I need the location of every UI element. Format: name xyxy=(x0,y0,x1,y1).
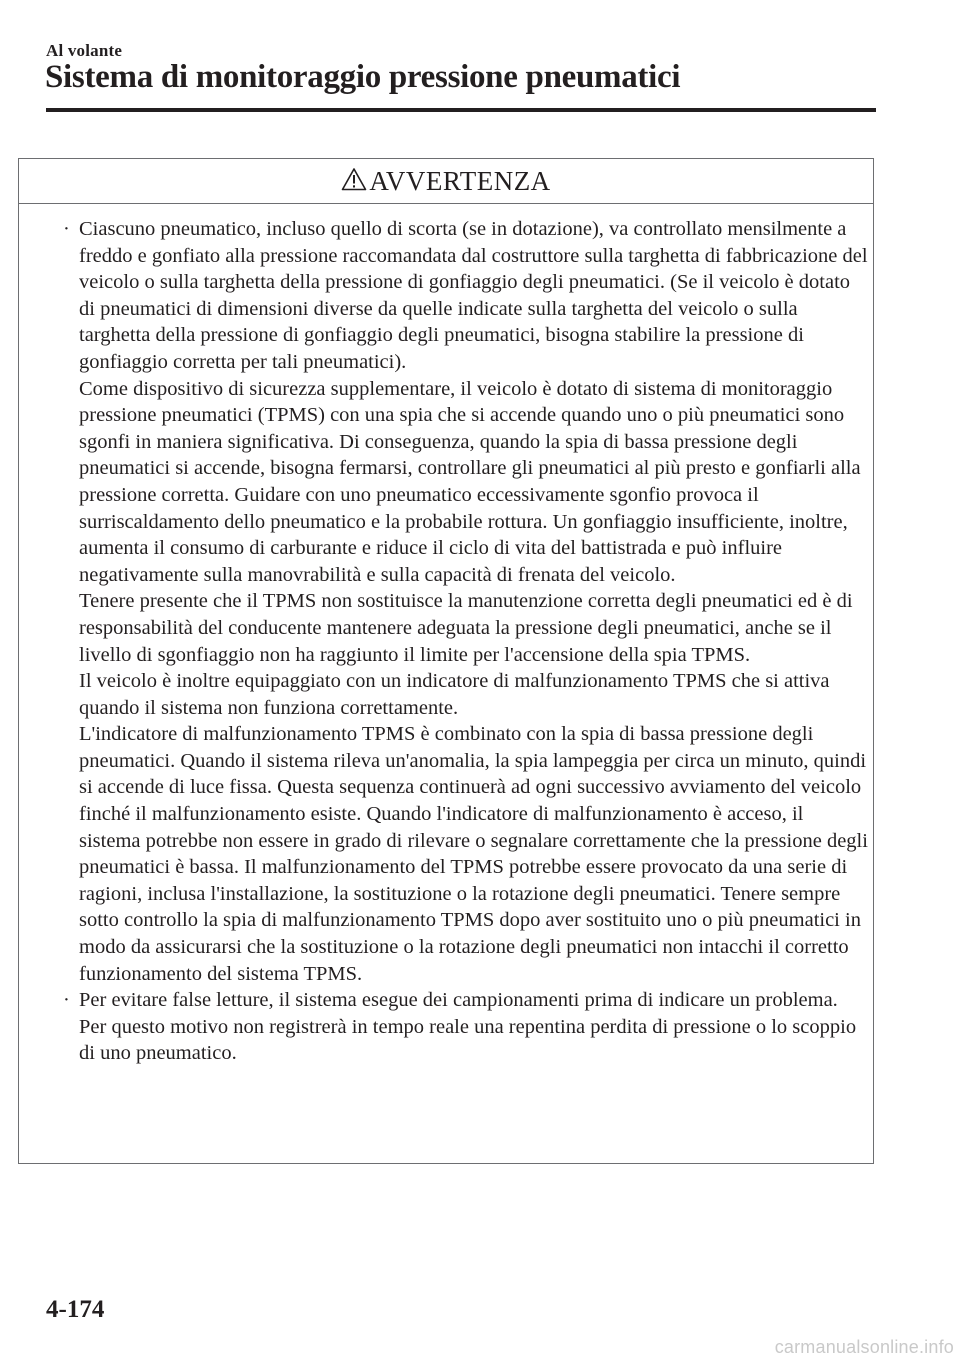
warning-item xyxy=(63,987,869,1067)
page-number: 4-174 xyxy=(46,1296,105,1323)
warning-item xyxy=(63,216,869,987)
warning-title: AVVERTENZA xyxy=(369,165,551,196)
warning-triangle-icon xyxy=(341,167,367,191)
warning-box xyxy=(18,158,874,1164)
title-divider xyxy=(46,108,876,112)
warning-list xyxy=(63,216,869,1067)
bullet: · xyxy=(63,989,70,1012)
warning-item-text: Ciascuno pneumatico, incluso quello di scorta (se in dotazione), va controllato mensilmente a freddo e gonfiato alla pressione raccomandata dal costruttore sulla targhetta di fabbricazione del veicolo o sulla targhetta della pressione di gonfiaggio degli pneumatici. (Se il veicolo è dotato di pneumatici di dimensioni diverse da quelle indicate sulla targhetta del veicolo o sulla targhetta della pressione di gonfiaggio degli pneumatici, bisogna stabilire la pressione di gonfiaggio corretta per tali pneumatici). Come dispositivo di sicurezza supplementare, il veicolo è dotato di sistema di monitoraggio pressione pneumatici (TPMS) con una spia che si accende quando uno o più pneumatici sono sgonfi in maniera significativa. Di conseguenza, quando la spia di bassa pressione degli pneumatici si accende, bisogna fermarsi, controllare gli pneumatici al più presto e gonfiarli alla pressione corretta. Guidare con uno pneumatico eccessivamente sgonfio provoca il surriscaldamento dello pneumatico e la probabile rottura. Un gonfiaggio insufficiente, inoltre, aumenta il consumo di carburante e riduce il ciclo di vita del battistrada e può influire negativamente sulla manovrabilità e sulla capacità di frenata del veicolo. Tenere presente che il TPMS non sostituisce la manutenzione corretta degli pneumatici ed è di responsabilità del conducente mantenere adeguata la pressione degli pneumatici, anche se il livello di sgonfiaggio non ha raggiunto il limite per l'accensione della spia TPMS. Il veicolo è inoltre equipaggiato con un indicatore di malfunzionamento TPMS che si attiva quando il sistema non funziona correttamente. L'indicatore di malfunzionamento TPMS è combinato con la spia di bassa pressione degli pneumatici. Quando il sistema rileva un'anomalia, la spia lampeggia per circa un minuto, quindi si accende di luce fissa. Questa sequenza continuerà ad ogni successivo avviamento del veicolo finché il malfunzionamento esiste. Quando l'indicatore di malfunzionamento è acceso, il sistema potrebbe non essere in grado di rilevare o segnalare correttamente che la pressione degli pneumatici è bassa. Il malfunzionamento del TPMS potrebbe essere provocato da una serie di ragioni, inclusa l'installazione, la sostituzione o la rotazione degli pneumatici. Tenere sempre sotto controllo la spia di malfunzionamento TPMS dopo aver sostituito uno o più pneumatici in modo da assicurarsi che la sostituzione o la rotazione degli pneumatici non intacchi il corretto funzionamento del sistema TPMS. xyxy=(79,218,868,985)
page-title: Sistema di monitoraggio pressione pneumatici xyxy=(45,59,681,95)
section-label: Al volante xyxy=(46,41,123,60)
bullet: · xyxy=(63,218,70,240)
watermark: carmanualsonline.info xyxy=(774,1337,954,1357)
warning-header xyxy=(19,159,873,204)
warning-item-text: Per evitare false letture, il sistema esegue dei campionamenti prima di indicare un problema. Per questo motivo non registrerà in tempo reale una repentina perdita di pressione o lo scoppio di uno pneumatico. xyxy=(79,989,857,1065)
